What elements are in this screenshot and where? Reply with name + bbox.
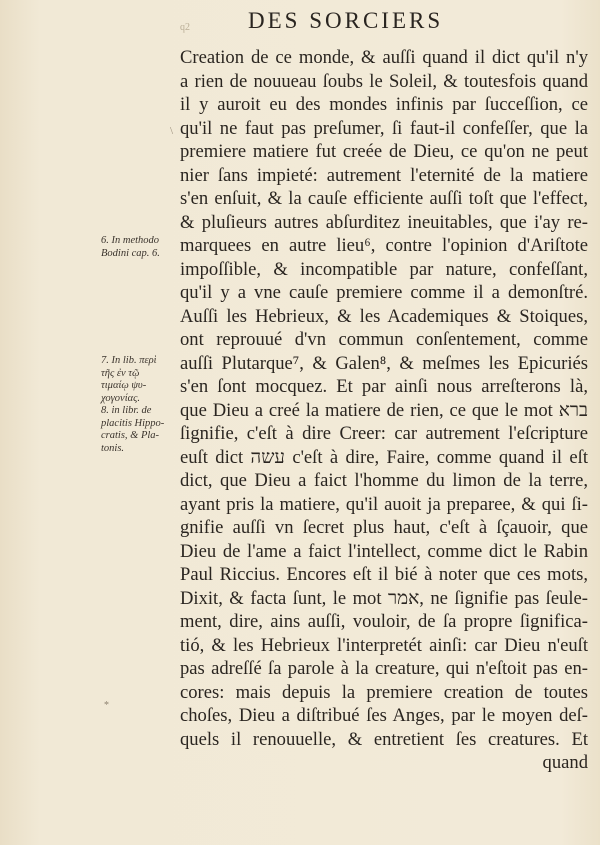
- text-line: nier ſans impieté: autrement l'eternité de la matiere: [180, 164, 588, 186]
- text-line: quand: [542, 752, 588, 773]
- text-line: Dieu de l'ame a faict l'intellect, comme dict le Rabin: [180, 540, 588, 562]
- text-line: euſt dict עשה c'eſt à dire, Faire, comme quand il eſt: [180, 446, 588, 468]
- text-line: Dixit, & facta ſunt, le mot אמר, ne ſignifie pas ſeule-: [180, 587, 588, 609]
- ink-tick-mark: \: [170, 125, 174, 137]
- text-line: Creation de ce monde, & auſſi quand il dict qu'il n'y: [180, 47, 588, 68]
- text-line: quels il renouuelle, & entretient ſes creatures. Et: [180, 728, 588, 750]
- text-line: ont reprouué d'vn commun conſentement, comme: [180, 329, 588, 350]
- margin-note-7-8: [101, 355, 181, 455]
- margin-note-line: 7. In lib. περὶ: [101, 355, 157, 366]
- text-line: Paul Riccius. Encores eſt il bié à noter que ces mots,: [180, 564, 588, 585]
- text-line: qu'il ne faut pas preſumer, ſi faut-il confeſſer, que la: [180, 117, 588, 139]
- text-line: ment, dire, ains auſſi, vouloir, de ſa propre ſignifica-: [180, 611, 588, 632]
- text-line: il y auroit eu des mondes infinis par ſucceſſion, ce: [180, 94, 588, 115]
- running-head: DES SORCIERS: [248, 8, 444, 33]
- margin-note-line: tonis.: [101, 442, 125, 454]
- text-line: ſignifie, c'eſt à dire Creer: car autrement l'eſcripture: [180, 423, 588, 444]
- text-line: marquees en autre lieu⁶, contre l'opinion d'Ariſtote: [180, 235, 588, 256]
- margin-note-line: Bodini cap. 6.: [101, 247, 160, 259]
- text-line: pas adreſſé ſa parole à la creature, qui n'eſtoit pas en-: [180, 658, 588, 679]
- text-line: choſes, Dieu a diſtribué ſes Anges, par le moyen deſ-: [180, 705, 588, 726]
- margin-note-line: τιμαίῳ ψυ-: [101, 380, 147, 391]
- margin-note-line: placitis Hippo-: [101, 417, 165, 429]
- text-line: tió, & les Hebrieux l'interpretét ainſi: car Dieu n'euſt: [180, 634, 588, 656]
- text-line: a rien de nouueau ſoubs le Soleil, & toutesfois quand: [180, 70, 588, 92]
- text-line: que Dieu a creé la matiere de rien, ce que le mot ברא: [180, 399, 588, 421]
- margin-note-line: 6. In methodo: [101, 235, 160, 246]
- text-line: & pluſieurs autres abſurditez ineuitables, que i'ay re-: [180, 211, 588, 233]
- text-line: s'en ſont mocquez. Et par ainſi nous arreſterons là,: [180, 376, 588, 397]
- margin-note-line: 8. in libr. de: [101, 405, 152, 416]
- text-line: gnifie auſſi vn ſecret plus haut, c'eſt à ſçauoir, que: [180, 517, 588, 538]
- text-line: Auſſi les Hebrieux, & les Academiques & Stoiques,: [180, 305, 588, 327]
- text-line: qu'il y a vne cauſe premiere comme il a demonſtré.: [180, 282, 588, 303]
- text-line: ayant pris la matiere, qu'il auoit ja preparee, & qui ſi-: [180, 493, 588, 515]
- text-line: auſſi Plutarque⁷, & Galen⁸, & meſmes les Epicuriés: [180, 352, 588, 374]
- margin-note-line: cratis, & Pla-: [101, 430, 160, 441]
- text-line: impoſſible, & incompatible par nature, confeſſant,: [180, 258, 588, 280]
- margin-note-line: χογονίας.: [101, 392, 141, 404]
- body-text: [180, 46, 588, 775]
- margin-note-line: τῆς ἐν τῷ: [101, 367, 140, 379]
- text-line: s'en enſuit, & la cauſe efficiente auſſi toſt que l'effect,: [180, 188, 588, 209]
- text-line: dict, que Dieu a faict l'homme du limon de la terre,: [180, 470, 588, 491]
- margin-note-6: [101, 235, 181, 260]
- text-line: cores: mais depuis la premiere creation de toutes: [180, 681, 588, 703]
- text-line: premiere matiere fut creée de Dieu, ce qu'on ne peut: [180, 141, 588, 162]
- stray-ink-mark: *: [104, 700, 109, 711]
- page-corner-mark: q2: [180, 22, 190, 33]
